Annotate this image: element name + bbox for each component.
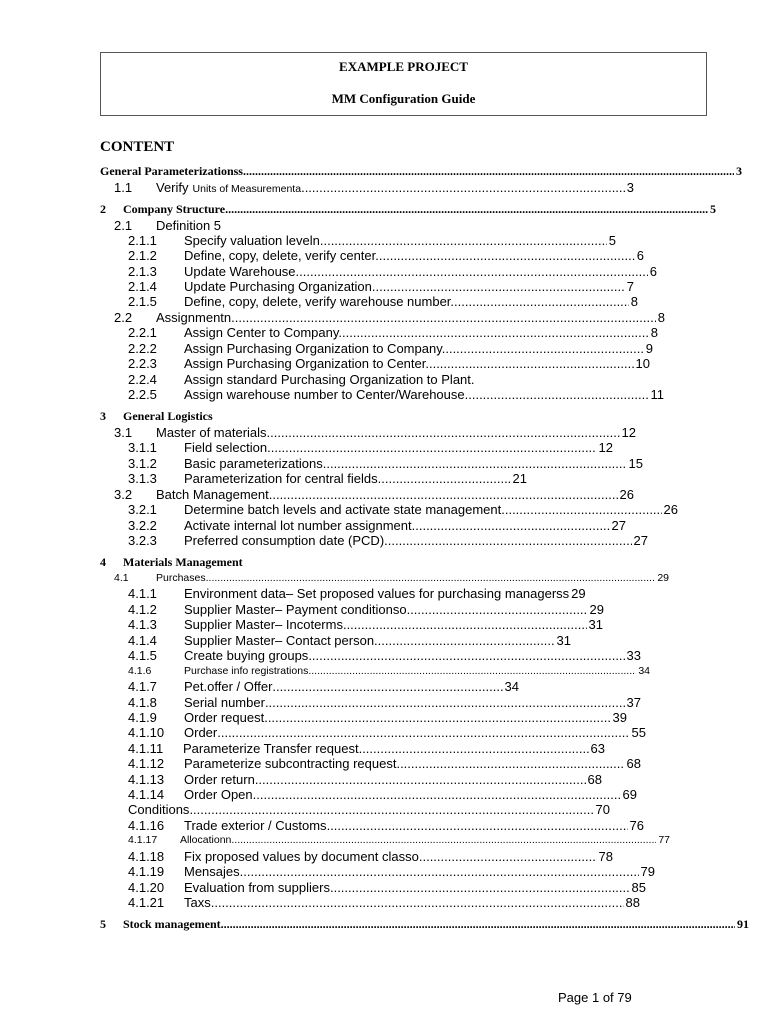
toc-entry-number: 2.1.4 — [128, 279, 157, 294]
toc-entry-label: Field selection — [184, 440, 268, 455]
toc-entry-title — [184, 679, 519, 694]
toc-entry-title — [184, 864, 655, 879]
toc-entry[interactable] — [0, 233, 768, 248]
toc-entry-label: Purchase info registrations — [184, 665, 309, 677]
toc-entry-title — [184, 233, 616, 248]
toc-entry[interactable] — [0, 440, 768, 455]
toc-dot-leader — [301, 180, 625, 195]
toc-entry-title — [184, 849, 613, 864]
toc-entry[interactable] — [0, 664, 768, 679]
toc-entry-page: 27 — [611, 518, 626, 533]
document-title: EXAMPLE PROJECT — [339, 59, 468, 74]
toc-entry[interactable] — [0, 487, 768, 502]
toc-entry-number: 4.1.18 — [128, 849, 165, 864]
toc-entry-number: 4.1.1 — [128, 586, 157, 601]
toc-entry-page: 8 — [650, 325, 658, 340]
toc-entry-number: 4.1 — [114, 572, 129, 584]
toc-dot-leader — [265, 695, 625, 710]
toc-entry[interactable] — [0, 279, 768, 294]
toc-entry-page: 8 — [657, 310, 665, 325]
toc-entry[interactable] — [0, 180, 768, 195]
toc-entry[interactable] — [0, 294, 768, 309]
toc-entry[interactable] — [0, 264, 768, 279]
toc-entry-number: 2.1.1 — [128, 233, 157, 248]
toc-entry-label: Define, copy, delete, verify warehouse number. — [184, 294, 455, 309]
toc-entry[interactable] — [0, 325, 768, 340]
toc-dot-leader — [267, 425, 620, 440]
toc-dot-leader — [308, 664, 636, 679]
toc-entry-title — [100, 164, 742, 179]
toc-entry-title — [184, 456, 643, 471]
toc-entry-label: Materials Management — [123, 555, 243, 569]
toc-dot-leader — [374, 633, 554, 648]
toc-entry[interactable] — [0, 533, 768, 548]
toc-entry-page: 88 — [625, 895, 640, 910]
toc-entry-label: General Parameterizationss — [100, 164, 243, 178]
toc-entry-title — [184, 818, 644, 833]
toc-entry-page: 68 — [626, 756, 641, 771]
toc-entry-title — [156, 571, 669, 586]
toc-entry-label: Batch Management — [156, 487, 269, 502]
toc-entry-page: 91 — [737, 917, 749, 931]
toc-entry-page: 26 — [663, 502, 678, 517]
toc-entry-number: 2.1.5 — [128, 294, 157, 309]
toc-entry-page: 70 — [595, 802, 610, 817]
toc-entry[interactable] — [0, 555, 768, 570]
toc-dot-leader — [253, 787, 621, 802]
toc-entry-title — [184, 341, 653, 356]
toc-dot-leader — [359, 741, 589, 756]
toc-dot-leader — [454, 294, 629, 309]
toc-dot-leader — [272, 679, 502, 694]
toc-entry-label: Assign Center to Company. — [184, 325, 342, 340]
toc-entry-page: 15 — [628, 456, 643, 471]
toc-entry-title — [184, 440, 613, 455]
toc-entry[interactable] — [0, 456, 768, 471]
toc-entry-page: 34 — [504, 679, 519, 694]
toc-entry-page: 6 — [649, 264, 657, 279]
toc-entry-page: 78 — [598, 849, 613, 864]
toc-dot-leader — [327, 818, 628, 833]
toc-entry-title — [184, 725, 646, 740]
toc-dot-leader — [267, 440, 596, 455]
toc-entry-label: Assign Purchasing Organization to Company. — [184, 341, 446, 356]
toc-dot-leader — [243, 164, 734, 179]
toc-entry-label: Order return — [184, 772, 255, 787]
toc-entry-label: Environment data– Set proposed values for purchasing managerss — [184, 586, 570, 601]
toc-entry-label: Allocationn — [180, 834, 232, 846]
toc-entry-number: 4.1.19 — [128, 864, 165, 879]
toc-entry[interactable] — [0, 648, 768, 663]
toc-entry[interactable] — [0, 833, 768, 848]
toc-entry-label: Assign warehouse number to Center/Warehouse. — [184, 387, 469, 402]
toc-entry-label: Define, copy, delete, verify center. — [184, 248, 379, 263]
toc-entry-title — [184, 787, 637, 802]
toc-dot-leader — [221, 917, 735, 932]
toc-dot-leader — [429, 356, 634, 371]
toc-entry-number: 3.1.2 — [128, 456, 157, 471]
toc-entry-number: 3.2.3 — [128, 533, 157, 548]
toc-entry-label: Verify — [156, 180, 189, 195]
toc-entry-title — [184, 294, 638, 309]
toc-entry-page: 55 — [631, 725, 646, 740]
toc-entry[interactable] — [0, 710, 768, 725]
toc-entry[interactable] — [0, 471, 768, 486]
toc-entry-number: 4 — [100, 555, 106, 569]
toc-entry[interactable] — [0, 164, 768, 179]
toc-entry-title — [184, 664, 650, 679]
toc-dot-leader — [320, 233, 607, 248]
toc-dot-leader — [269, 487, 618, 502]
toc-entry-number: 4.1.20 — [128, 880, 165, 895]
toc-entry-number: 4.1.14 — [128, 787, 165, 802]
toc-dot-leader — [255, 772, 586, 787]
toc-entry[interactable] — [0, 849, 768, 864]
toc-entry[interactable] — [0, 409, 768, 424]
toc-entry-title — [156, 487, 634, 502]
toc-entry-number: 2.1.2 — [128, 248, 157, 263]
toc-entry-title — [184, 880, 646, 895]
toc-entry[interactable] — [0, 772, 768, 787]
toc-entry-number: 2.2.4 — [128, 372, 157, 387]
toc-entry-label: Pet.offer / Offer — [184, 679, 273, 694]
toc-entry-title — [184, 387, 664, 402]
toc-entry-page: 39 — [612, 710, 627, 725]
toc-entry[interactable] — [0, 502, 768, 517]
toc-entry-page: 29 — [589, 602, 604, 617]
toc-entry-number: 4.1.17 — [128, 834, 158, 846]
toc-entry-title — [184, 264, 657, 279]
toc-entry-page: 3 — [736, 164, 742, 178]
toc-entry[interactable] — [0, 425, 768, 440]
toc-entry-label: Serial number — [184, 695, 265, 710]
toc-entry-page: 21 — [512, 471, 527, 486]
toc-entry-label: Specify valuation leveln — [184, 233, 320, 248]
toc-entry-title — [184, 602, 604, 617]
toc-dot-leader — [378, 471, 511, 486]
toc-entry-page: 29 — [571, 586, 586, 601]
toc-dot-leader — [225, 202, 708, 217]
toc-entry-page: 9 — [645, 341, 653, 356]
toc-dot-leader — [376, 279, 625, 294]
toc-entry[interactable] — [0, 372, 768, 387]
toc-entry[interactable] — [0, 917, 768, 932]
toc-entry-label: Master of materials — [156, 425, 267, 440]
toc-entry[interactable] — [0, 633, 768, 648]
toc-dot-leader — [231, 310, 656, 325]
toc-entry-number: 4.1.12 — [128, 756, 165, 771]
toc-entry-number: 2.2.5 — [128, 387, 157, 402]
toc-entry-title — [123, 202, 716, 217]
toc-entry-page: 3 — [626, 180, 634, 195]
toc-entry-number: 4.1.11 — [128, 741, 164, 756]
toc-entry-title — [184, 895, 640, 910]
toc-entry-page: 85 — [631, 880, 646, 895]
toc-entry-number: 3.2 — [114, 487, 133, 502]
toc-entry-label: Parameterize subcontracting request — [184, 756, 397, 771]
toc-entry[interactable] — [0, 602, 768, 617]
toc-entry-label: Update Warehouse. — [184, 264, 300, 279]
toc-entry-title — [123, 409, 213, 424]
toc-entry[interactable] — [0, 310, 768, 325]
document-subtitle: MM Configuration Guide — [331, 91, 476, 106]
toc-entry-number: 5 — [100, 917, 106, 931]
toc-dot-leader — [330, 880, 630, 895]
toc-entry-number: 4.1.8 — [128, 695, 157, 710]
toc-entry-title — [184, 325, 658, 340]
toc-entry-label: General Logistics — [123, 409, 213, 423]
toc-entry-number: 2.2.2 — [128, 341, 157, 356]
toc-entry-page: 76 — [629, 818, 644, 833]
toc-dot-leader — [211, 895, 624, 910]
toc-entry-title — [184, 279, 634, 294]
toc-entry-number: 3.1 — [114, 425, 133, 440]
toc-entry-page: 34 — [638, 665, 650, 677]
toc-entry-number: 4.1.16 — [128, 818, 165, 833]
toc-dot-leader — [396, 756, 624, 771]
toc-entry-title — [184, 518, 626, 533]
toc-entry-number: 4.1.9 — [128, 710, 157, 725]
toc-entry-page: 77 — [658, 834, 670, 846]
toc-dot-leader — [231, 833, 656, 848]
toc-dot-leader — [308, 648, 624, 663]
toc-entry-label: Basic parameterizations — [184, 456, 323, 471]
toc-dot-leader — [407, 602, 588, 617]
toc-entry-title — [123, 917, 749, 932]
toc-entry-label: Order Open — [184, 787, 253, 802]
toc-entry[interactable] — [0, 387, 768, 402]
toc-dot-leader — [206, 571, 656, 586]
toc-entry[interactable] — [0, 341, 768, 356]
toc-entry-title — [184, 648, 641, 663]
toc-entry-page: 26 — [619, 487, 634, 502]
toc-entry-label-small: Units of Measurementa — [192, 183, 302, 195]
toc-entry-number: 4.1.4 — [128, 633, 157, 648]
toc-entry-title — [156, 310, 665, 325]
toc-entry-number: 3.1.1 — [128, 440, 157, 455]
page-footer: Page 1 of 79 — [558, 990, 632, 1005]
toc-entry-label: Definition 5 — [156, 218, 222, 233]
toc-entry[interactable] — [0, 741, 768, 756]
toc-entry[interactable] — [0, 802, 768, 817]
toc-entry-number: 2.2.3 — [128, 356, 157, 371]
toc-dot-leader — [264, 710, 610, 725]
toc-entry-number: 3.2.2 — [128, 518, 157, 533]
content-heading: CONTENT — [100, 139, 175, 155]
toc-entry-page: 29 — [657, 572, 669, 584]
toc-entry-label: Evaluation from suppliers — [184, 880, 330, 895]
toc-entry[interactable] — [0, 725, 768, 740]
toc-entry-page: 11 — [650, 387, 664, 402]
toc-entry-title — [184, 633, 571, 648]
toc-entry-page: 12 — [621, 425, 636, 440]
toc-entry-number: 4.1.3 — [128, 617, 157, 632]
toc-dot-leader — [419, 849, 597, 864]
toc-entry-title — [184, 502, 678, 517]
toc-entry-page: 37 — [626, 695, 641, 710]
toc-entry-title — [184, 772, 602, 787]
toc-entry-page: 33 — [626, 648, 641, 663]
toc-entry-label: Assign Purchasing Organization to Center. — [184, 356, 429, 371]
toc-entry-title — [156, 425, 636, 440]
toc-dot-leader — [412, 518, 610, 533]
toc-entry[interactable] — [0, 248, 768, 263]
toc-entry[interactable] — [0, 518, 768, 533]
toc-entry-number: 2.1 — [114, 218, 133, 233]
toc-entry[interactable] — [0, 880, 768, 895]
toc-entry-title — [183, 741, 605, 756]
toc-entry-number: 4.1.21 — [128, 895, 165, 910]
toc-entry-label: Parameterization for central fields — [184, 471, 378, 486]
toc-entry-label: Preferred consumption date (PCD). — [184, 533, 388, 548]
toc-entry-label: Order request — [184, 710, 265, 725]
toc-entry-label: Mensajes — [184, 864, 240, 879]
toc-dot-leader — [189, 802, 593, 817]
toc-entry-number: 2.2.1 — [128, 325, 157, 340]
toc-entry-page: 27 — [633, 533, 648, 548]
toc-dot-leader — [468, 387, 648, 402]
toc-entry-number: 3.1.3 — [128, 471, 157, 486]
toc-entry[interactable] — [0, 864, 768, 879]
toc-entry-label: Create buying groups — [184, 648, 309, 663]
toc-entry-number: 2.1.3 — [128, 264, 157, 279]
toc-entry-page: 31 — [556, 633, 571, 648]
toc-entry-page: 5 — [608, 233, 616, 248]
toc-entry-number: 4.1.6 — [128, 665, 152, 677]
toc-entry[interactable] — [0, 356, 768, 371]
toc-dot-leader — [299, 264, 648, 279]
toc-dot-leader — [388, 533, 632, 548]
toc-dot-leader — [217, 725, 629, 740]
toc-entry-page: 68 — [587, 772, 602, 787]
toc-entry-label: Fix proposed values by document classo — [184, 849, 419, 864]
toc-entry-page: 79 — [640, 864, 655, 879]
toc-entry[interactable] — [0, 586, 768, 601]
toc-entry-label: Assign standard Purchasing Organization to Plant. — [184, 372, 475, 387]
toc-entry-label: Activate internal lot number assignment — [184, 518, 412, 533]
toc-entry-label: Supplier Master– Payment conditionso — [184, 602, 407, 617]
toc-entry-page: 69 — [622, 787, 637, 802]
toc-entry-title — [156, 180, 634, 197]
toc-entry-number: 3.2.1 — [128, 502, 157, 517]
toc-entry-page: 5 — [710, 202, 716, 216]
toc-dot-leader — [445, 341, 643, 356]
toc-dot-leader — [240, 864, 639, 879]
toc-entry-number: 4.1.5 — [128, 648, 157, 663]
toc-entry-label: Company Structure — [123, 202, 226, 216]
toc-entry-title — [184, 756, 641, 771]
toc-entry-label: Stock management — [123, 917, 221, 931]
toc-entry-title — [184, 695, 641, 710]
toc-entry-label: Order — [184, 725, 218, 740]
toc-entry-page: 63 — [590, 741, 605, 756]
toc-entry-number: 1.1 — [114, 180, 133, 195]
toc-entry[interactable] — [0, 617, 768, 632]
toc-entry[interactable] — [0, 218, 768, 233]
toc-entry-title — [156, 218, 221, 233]
toc-entry-title — [180, 833, 670, 848]
toc-entry-page: 8 — [630, 294, 638, 309]
toc-entry-label: Parameterize Transfer request — [183, 741, 359, 756]
toc-entry-label: Taxs — [184, 895, 211, 910]
toc-entry-page: 7 — [626, 279, 634, 294]
toc-entry-title — [184, 533, 648, 548]
toc-entry-label: Update Purchasing Organization. — [184, 279, 376, 294]
toc-entry[interactable] — [0, 571, 768, 586]
toc-entry-title — [184, 471, 527, 486]
toc-entry-number: 4.1.10 — [128, 725, 165, 740]
toc-entry[interactable] — [0, 695, 768, 710]
toc-entry[interactable] — [0, 787, 768, 802]
toc-entry-number: 4.1.7 — [128, 679, 157, 694]
toc-entry-number: 2 — [100, 202, 106, 216]
toc-entry-label: Supplier Master– Incoterms — [184, 617, 343, 632]
toc-entry-title — [128, 802, 610, 817]
toc-dot-leader — [343, 617, 587, 632]
toc-entry[interactable] — [0, 818, 768, 833]
toc-entry-page: 6 — [636, 248, 644, 263]
toc-dot-leader — [323, 456, 627, 471]
toc-entry-page: 31 — [588, 617, 603, 632]
toc-entry-label: Purchases — [156, 572, 206, 584]
toc-entry-number: 2.2 — [114, 310, 133, 325]
toc-entry-label: Assignmentn — [156, 310, 232, 325]
toc-entry-label: Supplier Master– Contact person — [184, 633, 375, 648]
toc-entry[interactable] — [0, 756, 768, 771]
toc-entry-page: 12 — [598, 440, 613, 455]
toc-entry-title — [184, 248, 644, 263]
toc-entry-number: 3 — [100, 409, 106, 423]
toc-dot-leader — [342, 325, 649, 340]
toc-entry[interactable] — [0, 895, 768, 910]
toc-entry-title — [184, 586, 614, 601]
toc-entry-number: 4.1.13 — [128, 772, 165, 787]
toc-entry-label: Determine batch levels and activate state management — [184, 502, 502, 517]
toc-entry[interactable] — [0, 202, 768, 217]
toc-entry-page: 10 — [635, 356, 650, 371]
toc-entry-title — [184, 710, 627, 725]
toc-entry-number: 4.1.2 — [128, 602, 157, 617]
toc-entry-label: Trade exterior / Customs — [184, 818, 327, 833]
toc-entry-title — [123, 555, 243, 570]
toc-entry-title — [184, 372, 475, 387]
toc-entry-title — [184, 356, 650, 371]
toc-dot-leader — [379, 248, 635, 263]
toc-dot-leader — [501, 502, 661, 517]
toc-entry[interactable] — [0, 679, 768, 694]
toc-entry-title — [184, 617, 603, 632]
toc-entry-label: Conditions — [128, 802, 190, 817]
